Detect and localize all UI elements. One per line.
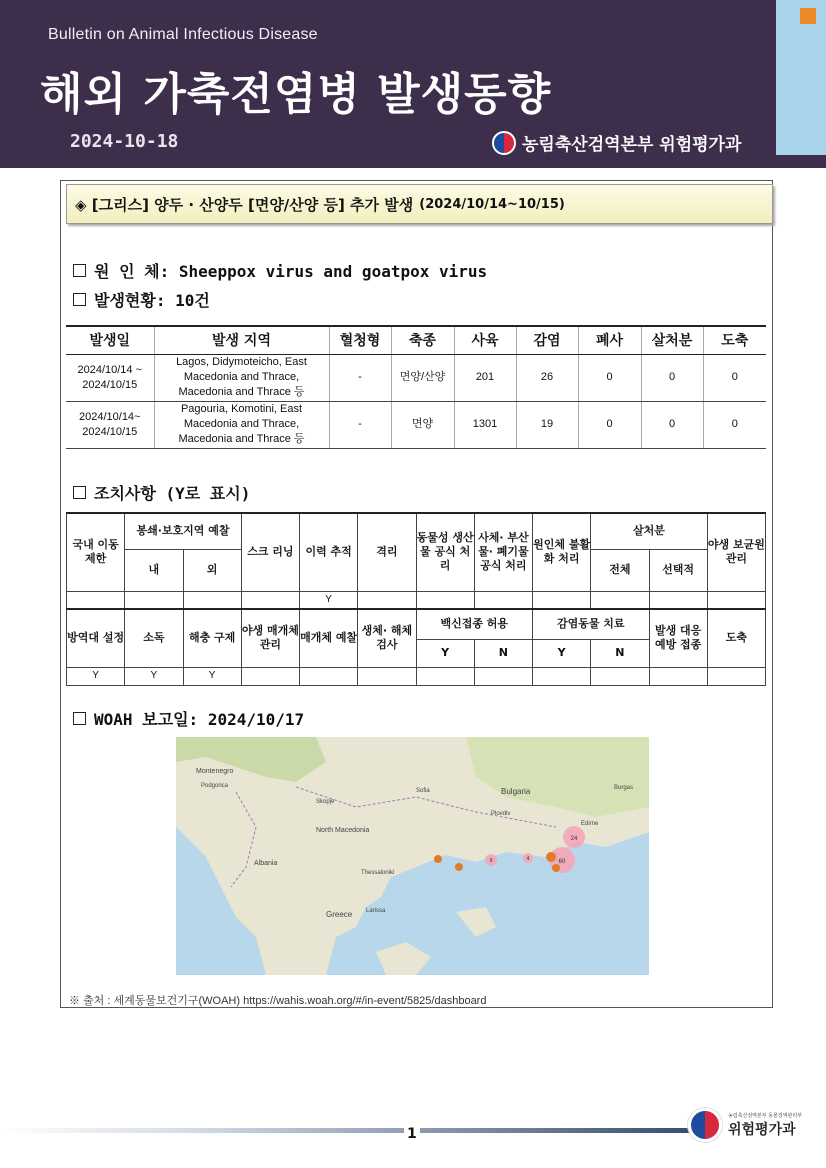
cell: 1301 xyxy=(454,401,516,448)
checkbox-square-icon xyxy=(73,712,86,725)
cell: 2024/10/14 ~ 2024/10/15 xyxy=(66,354,154,401)
hdr-pest: 해충 구제 xyxy=(183,609,241,667)
footer-org-small: 농림축산검역본부 동물검역관리부 xyxy=(728,1112,803,1119)
report-box xyxy=(60,180,773,1008)
map-label: Sofia xyxy=(416,788,430,794)
cell xyxy=(474,591,532,609)
map-label: Montenegro xyxy=(196,768,234,775)
taegeuk-emblem-icon xyxy=(688,1108,722,1142)
map-label: Skopje xyxy=(316,799,335,805)
org-label xyxy=(492,130,741,155)
cell xyxy=(707,591,765,609)
cell xyxy=(649,667,707,685)
cell: 0 xyxy=(578,354,641,401)
map-label: Albania xyxy=(254,860,278,867)
map-label: Greece xyxy=(326,910,353,919)
cell: 201 xyxy=(454,354,516,401)
checkbox-square-icon xyxy=(73,293,86,306)
hdr-zone-out: 외 xyxy=(183,549,241,591)
table-row xyxy=(67,667,766,685)
hdr-treat-n: N xyxy=(591,639,649,667)
cell: 0 xyxy=(703,354,766,401)
col-header: 발생일 xyxy=(66,326,154,354)
footer-rule xyxy=(0,1128,690,1133)
pathogen-label: 원 인 체: xyxy=(94,262,179,281)
hdr-disposal: 동물성 생산물 공식 처리 xyxy=(416,513,474,591)
map-label: Burgas xyxy=(614,785,634,791)
hdr-vaccine: 백신접종 허용 xyxy=(416,609,533,639)
map-label: Larissa xyxy=(366,908,386,914)
cell xyxy=(591,667,649,685)
report-title-bar xyxy=(66,184,773,224)
marker-label: 24 xyxy=(570,836,578,842)
woah-label: WOAH 보고일: xyxy=(94,710,208,729)
cell: Pagouria, Komotini, East Macedonia and Thrace, Macedonia and Thrace 등 xyxy=(154,401,329,448)
hdr-carcass: 사체· 부산물· 폐기물 공식 처리 xyxy=(474,513,532,591)
map-label: North Macedonia xyxy=(316,827,370,834)
cell: 면양 xyxy=(391,401,454,448)
cell: Lagos, Didymoteicho, East Macedonia and Thrace, Macedonia and Thrace 등 xyxy=(154,354,329,401)
cell: 0 xyxy=(641,354,703,401)
cell xyxy=(67,591,125,609)
cell: - xyxy=(329,401,391,448)
bulletin-subtitle: Bulletin on Animal Infectious Disease xyxy=(48,26,318,43)
hdr-cull-select: 선택적 xyxy=(649,549,707,591)
outbreak-marker xyxy=(455,863,463,871)
pathogen-value: Sheeppox virus and goatpox virus xyxy=(178,262,488,281)
cell: Y xyxy=(300,591,358,609)
table-row xyxy=(66,354,766,401)
hdr-wildlife: 야생 보균원 관리 xyxy=(707,513,765,591)
cell: 19 xyxy=(516,401,578,448)
header xyxy=(0,0,826,168)
cell: Y xyxy=(125,667,183,685)
col-header: 발생 지역 xyxy=(154,326,329,354)
map-svg xyxy=(176,737,649,975)
col-header: 도축 xyxy=(703,326,766,354)
hdr-inactivation: 원인체 불활화 처리 xyxy=(533,513,591,591)
report-period: (2024/10/14~10/15) xyxy=(419,196,565,212)
cell: 면양/산양 xyxy=(391,354,454,401)
footer-logo xyxy=(688,1108,818,1142)
woah-value: 2024/10/17 xyxy=(207,710,305,729)
marker-label: 60 xyxy=(558,859,566,865)
col-header: 축종 xyxy=(391,326,454,354)
cell xyxy=(358,591,416,609)
cell: 0 xyxy=(703,401,766,448)
hdr-emergency-vax: 발생 대응 예방 접종 xyxy=(649,609,707,667)
hdr-slaughter: 도축 xyxy=(707,609,765,667)
map-label: Thessaloniki xyxy=(361,870,395,876)
cell xyxy=(533,667,591,685)
col-header: 폐사 xyxy=(578,326,641,354)
map-label: Podgorica xyxy=(201,783,229,789)
hdr-zone: 봉쇄·보호지역 예찰 xyxy=(125,513,242,549)
report-date: 2024-10-18 xyxy=(70,131,179,152)
hdr-treat-y: Y xyxy=(533,639,591,667)
source-note: ※ 출처 : 세계동물보건기구(WOAH) https://wahis.woah.org/#/in-event/5825/dashboard xyxy=(69,995,487,1007)
hdr-cull-all: 전체 xyxy=(591,549,649,591)
hdr-vaccine-y: Y xyxy=(416,639,474,667)
measures-label: 조치사항 (Y로 표시) xyxy=(94,484,251,503)
cell xyxy=(649,591,707,609)
marker-label: 4 xyxy=(526,856,530,862)
col-header: 감염 xyxy=(516,326,578,354)
outbreak-marker xyxy=(434,855,442,863)
cell xyxy=(591,591,649,609)
hdr-biopsy: 생체· 해체 검사 xyxy=(358,609,416,667)
cell xyxy=(533,591,591,609)
col-header: 살처분 xyxy=(641,326,703,354)
col-header: 사육 xyxy=(454,326,516,354)
cell xyxy=(241,667,299,685)
footer-org-big: 위험평가과 xyxy=(728,1121,796,1138)
woah-line xyxy=(73,707,304,730)
cell xyxy=(416,667,474,685)
hdr-disinfection: 소독 xyxy=(125,609,183,667)
hdr-quarantine: 격리 xyxy=(358,513,416,591)
hdr-wild-vector: 야생 매개체 관리 xyxy=(241,609,299,667)
outbreak-marker xyxy=(546,852,556,862)
hdr-cull: 살처분 xyxy=(591,513,708,549)
hdr-domestic-move: 국내 이동 제한 xyxy=(67,513,125,591)
pathogen-line xyxy=(73,259,487,282)
measures-table xyxy=(66,512,766,686)
outbreak-map xyxy=(176,737,649,975)
report-title: ◈ [그리스] 양두 · 산양두 [면양/산양 등] 추가 발생 xyxy=(75,195,414,214)
checkbox-square-icon xyxy=(73,486,86,499)
header-corner-mark xyxy=(800,8,816,24)
cell: 0 xyxy=(641,401,703,448)
outbreak-table xyxy=(66,325,766,449)
outbreak-marker xyxy=(552,864,560,872)
map-label: Edirne xyxy=(581,821,599,827)
cell: Y xyxy=(183,667,241,685)
marker-label: 9 xyxy=(489,858,493,864)
org-name: 농림축산검역본부 위험평가과 xyxy=(522,135,742,155)
page-title: 해외 가축전염병 발생동향 xyxy=(40,69,552,120)
cell xyxy=(300,667,358,685)
cell xyxy=(241,591,299,609)
table-row xyxy=(66,401,766,448)
hdr-trace: 이력 추적 xyxy=(300,513,358,591)
hdr-treat: 감염동물 치료 xyxy=(533,609,650,639)
cell: Y xyxy=(67,667,125,685)
cell xyxy=(474,667,532,685)
cell xyxy=(358,667,416,685)
outbreak-label: 발생현황: xyxy=(94,291,176,310)
page-number: 1 xyxy=(404,1126,420,1142)
checkbox-square-icon xyxy=(73,264,86,277)
hdr-screening: 스크 리닝 xyxy=(241,513,299,591)
cell: 26 xyxy=(516,354,578,401)
cell: 0 xyxy=(578,401,641,448)
map-label: Plovdiv xyxy=(491,811,511,817)
map-label: Bulgaria xyxy=(501,787,531,796)
measures-line xyxy=(73,481,250,504)
hdr-zone-in: 내 xyxy=(125,549,183,591)
cell: - xyxy=(329,354,391,401)
outbreak-value: 10건 xyxy=(175,291,210,310)
hdr-zoning: 방역대 설정 xyxy=(67,609,125,667)
taegeuk-emblem-icon xyxy=(492,131,516,155)
hdr-vector-surv: 매개체 예찰 xyxy=(300,609,358,667)
col-header: 혈청형 xyxy=(329,326,391,354)
table-row xyxy=(67,591,766,609)
cell xyxy=(183,591,241,609)
outbreak-status-line xyxy=(73,288,210,311)
cell: 2024/10/14~ 2024/10/15 xyxy=(66,401,154,448)
cell xyxy=(125,591,183,609)
cell xyxy=(416,591,474,609)
hdr-vaccine-n: N xyxy=(474,639,532,667)
cell xyxy=(707,667,765,685)
